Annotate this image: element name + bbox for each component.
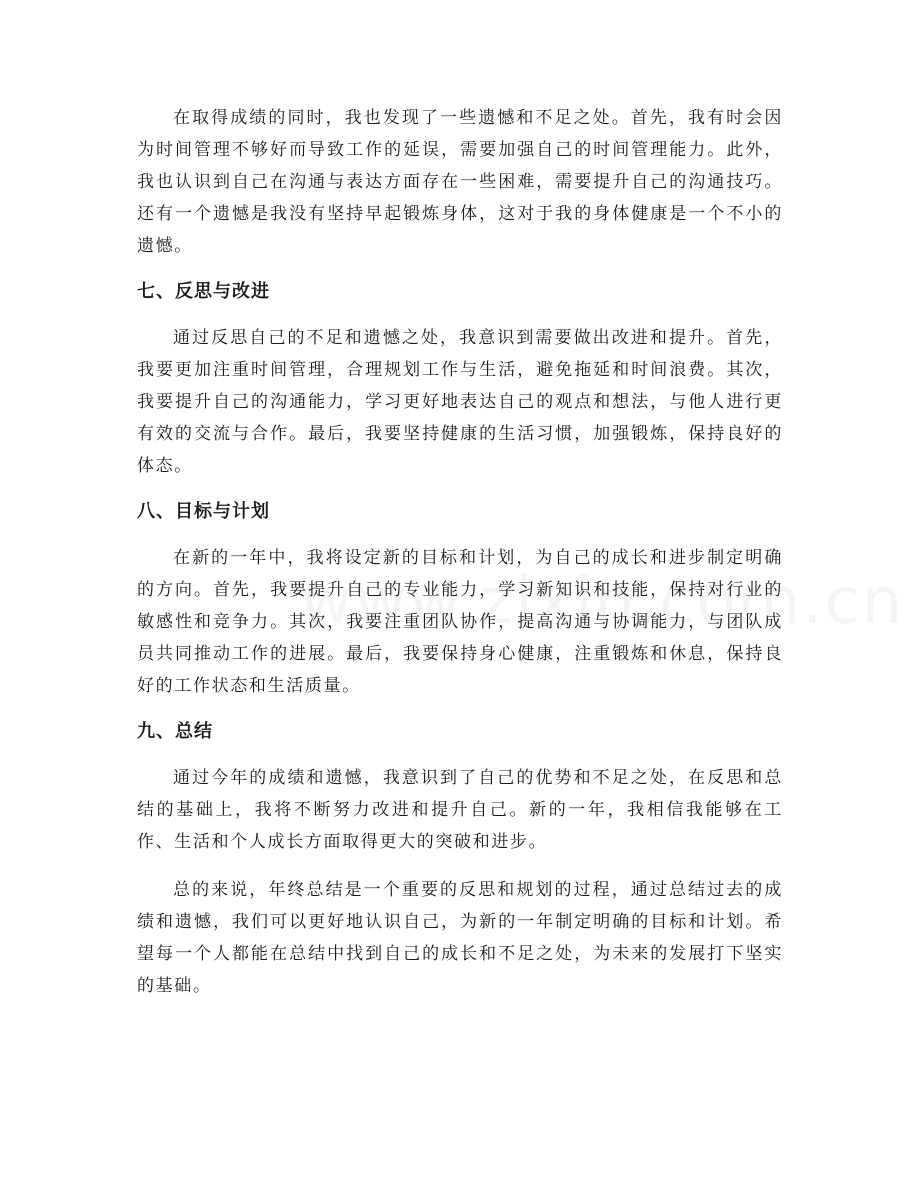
section-heading-reflection: 七、反思与改进 bbox=[137, 281, 270, 302]
paragraph-goals: 在新的一年中，我将设定新的目标和计划，为自己的成长和进步制定明确的方向。首先，我要提升自己的专业能力，学习新知识和技能，保持对行业的敏感性和竞争力。其次，我要注重团队协作，提高沟通与协调能力，与团队成员共同推动工作的进展。最后，我要保持身心健康，注重锻炼和休息，保持良好的工作状态和生活质量。 bbox=[137, 548, 783, 696]
document-body bbox=[137, 102, 783, 1002]
spacer bbox=[137, 262, 783, 276]
spacer bbox=[137, 308, 783, 322]
paragraph-reflection: 通过反思自己的不足和遗憾之处，我意识到需要做出改进和提升。首先，我要更加注重时间管理，合理规划工作与生活，避免拖延和时间浪费。其次，我要提升自己的沟通能力，学习更好地表达自己的观点和想法，与他人进行更有效的交流与合作。最后，我要坚持健康的生活习惯，加强锻炼，保持良好的体态。 bbox=[137, 328, 783, 476]
section-heading-goals: 八、目标与计划 bbox=[137, 501, 270, 522]
spacer bbox=[137, 702, 783, 716]
section-heading-summary: 九、总结 bbox=[137, 721, 213, 742]
paragraph-regrets: 在取得成绩的同时，我也发现了一些遗憾和不足之处。首先，我有时会因为时间管理不够好而导致工作的延误，需要加强自己的时间管理能力。此外，我也认识到自己在沟通与表达方面存在一些困难，需要提升自己的沟通技巧。还有一个遗憾是我没有坚持早起锻炼身体，这对于我的身体健康是一个不小的遗憾。 bbox=[137, 108, 783, 256]
spacer bbox=[137, 858, 783, 874]
spacer bbox=[137, 528, 783, 542]
spacer bbox=[137, 482, 783, 496]
paragraph-summary: 通过今年的成绩和遗憾，我意识到了自己的优势和不足之处，在反思和总结的基础上，我将不断努力改进和提升自己。新的一年，我相信我能够在工作、生活和个人成长方面取得更大的突破和进步。 bbox=[137, 768, 783, 852]
paragraph-closing: 总的来说，年终总结是一个重要的反思和规划的过程，通过总结过去的成绩和遗憾，我们可以更好地认识自己，为新的一年制定明确的目标和计划。希望每一个人都能在总结中找到自己的成长和不足之处，为未来的发展打下坚实的基础。 bbox=[137, 880, 783, 996]
spacer bbox=[137, 748, 783, 762]
